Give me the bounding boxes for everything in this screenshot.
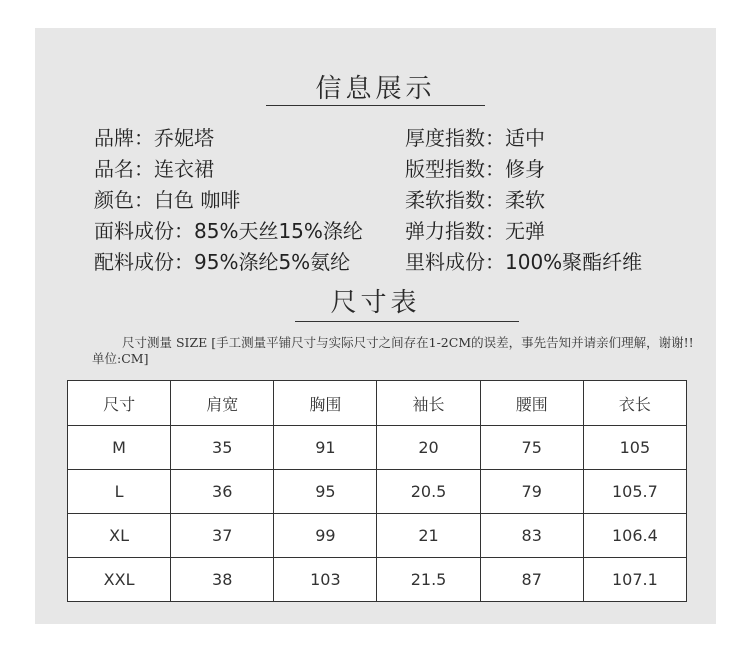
table-cell: 91 (274, 426, 377, 470)
table-cell: 36 (171, 470, 274, 514)
table-cell: 75 (480, 426, 583, 470)
table-cell: 105 (583, 426, 686, 470)
table-row (68, 426, 687, 470)
table-cell: 106.4 (583, 514, 686, 558)
size-note: 尺寸测量 SIZE [手工测量平铺尺寸与实际尺寸之间存在1-2CM的误差，事先告知并请亲们理解，谢谢!! 单位:CM] (92, 335, 694, 366)
info-fabric: 面料成份：85%天丝15%涤纶 (94, 219, 363, 243)
table-cell: L (68, 470, 171, 514)
size-title-underline (295, 321, 519, 322)
info-title: 信息展示 (315, 74, 436, 104)
table-cell: 38 (171, 558, 274, 602)
header-length: 衣长 (583, 381, 686, 426)
table-cell: 99 (274, 514, 377, 558)
table-header-row (68, 381, 687, 426)
table-cell: 21.5 (377, 558, 480, 602)
header-bust: 胸围 (274, 381, 377, 426)
info-thickness: 厚度指数：适中 (405, 126, 545, 150)
table-cell: 21 (377, 514, 480, 558)
table-cell: 20 (377, 426, 480, 470)
table-row (68, 514, 687, 558)
info-fit: 版型指数：修身 (405, 157, 545, 181)
table-cell: XXL (68, 558, 171, 602)
table-cell: 79 (480, 470, 583, 514)
table-cell: 37 (171, 514, 274, 558)
info-lining: 里料成份：100%聚酯纤维 (405, 250, 643, 274)
header-shoulder: 肩宽 (171, 381, 274, 426)
table-cell: 95 (274, 470, 377, 514)
header-size: 尺寸 (68, 381, 171, 426)
table-cell: XL (68, 514, 171, 558)
table-cell: M (68, 426, 171, 470)
info-product-name: 品名：连衣裙 (94, 157, 214, 181)
info-color: 颜色：白色 咖啡 (94, 188, 241, 212)
size-table (67, 380, 687, 602)
info-brand: 品牌：乔妮塔 (94, 126, 214, 150)
table-cell: 105.7 (583, 470, 686, 514)
table-cell: 107.1 (583, 558, 686, 602)
info-panel (35, 28, 716, 624)
info-softness: 柔软指数：柔软 (405, 188, 545, 212)
info-elasticity: 弹力指数：无弹 (405, 219, 545, 243)
table-cell: 83 (480, 514, 583, 558)
info-title-underline (266, 105, 485, 106)
table-cell: 20.5 (377, 470, 480, 514)
table-cell: 87 (480, 558, 583, 602)
table-cell: 35 (171, 426, 274, 470)
header-waist: 腰围 (480, 381, 583, 426)
table-row (68, 558, 687, 602)
table-cell: 103 (274, 558, 377, 602)
size-title: 尺寸表 (330, 288, 421, 318)
table-row (68, 470, 687, 514)
header-sleeve: 袖长 (377, 381, 480, 426)
info-accessory-fabric: 配料成份：95%涤纶5%氨纶 (94, 250, 351, 274)
